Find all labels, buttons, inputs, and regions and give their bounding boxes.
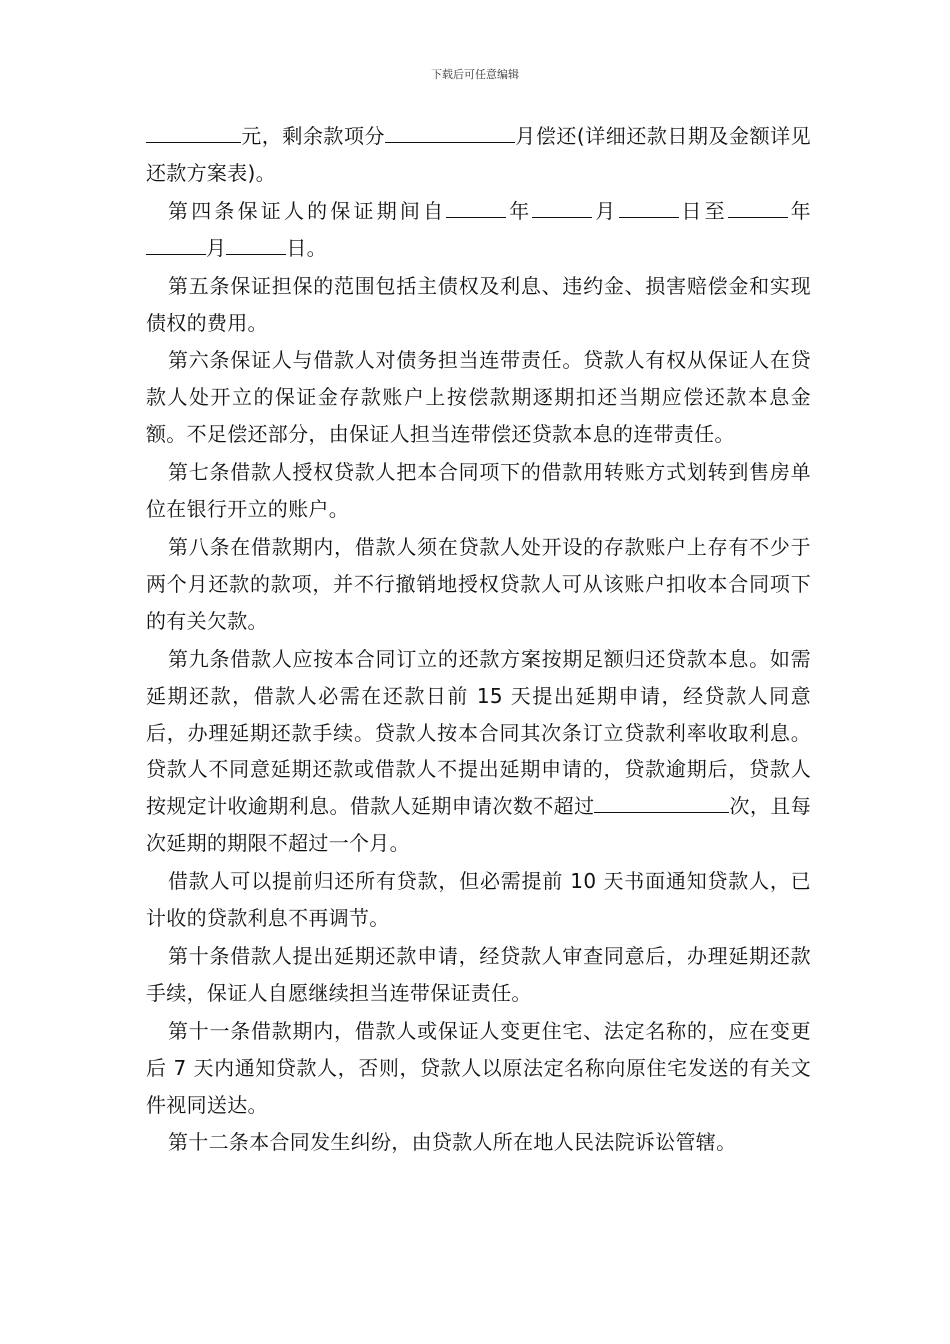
text-span: 日。 xyxy=(286,235,327,260)
paragraph-article-6: 第六条保证人与借款人对债务担当连带责任。贷款人有权从保证人在贷款人处开立的保证金存款账户上按偿款期逐期扣还当期应偿还款本息金额。不足偿还部分，由保证人担当连带偿还贷款本息的连带责任。 xyxy=(146,348,811,447)
blank-line xyxy=(146,236,206,255)
paragraph-article-5: 第五条保证担保的范围包括主债权及利息、违约金、损害赔偿金和实现债权的费用。 xyxy=(146,273,811,335)
text-span: 年 xyxy=(787,198,811,223)
document-body xyxy=(146,118,811,1162)
paragraph-article-10: 第十条借款人提出延期还款申请，经贷款人审查同意后，办理延期还款手续，保证人自愿继续担当连带保证责任。 xyxy=(146,943,811,1005)
text-span: 月偿还(详细还款日期及金额详见还款方案表)。 xyxy=(146,124,811,185)
blank-line xyxy=(619,199,679,218)
paragraph-article-12: 第十二条本合同发生纠纷，由贷款人所在地人民法院诉讼管辖。 xyxy=(168,1130,737,1155)
text-span: 日至 xyxy=(678,198,728,223)
text-span: 月 xyxy=(206,235,227,260)
blank-line xyxy=(594,794,729,813)
text-span: 元，剩余款项分 xyxy=(241,124,386,148)
text-span: 第四条保证人的保证期间自 xyxy=(168,198,447,223)
text-span: 月 xyxy=(592,198,619,223)
paragraph-repayment xyxy=(146,118,811,192)
blank-line xyxy=(385,124,515,143)
blank-line xyxy=(728,199,788,218)
paragraph-article-9 xyxy=(146,641,811,862)
page-header: 下载后可任意编辑 xyxy=(431,68,519,81)
blank-line xyxy=(226,236,286,255)
text-span: 年 xyxy=(506,198,533,223)
paragraph-article-8: 第八条在借款期内，借款人须在贷款人处开设的存款账户上存有不少于两个月还款的款项，并不行撤销地授权贷款人可从该账户扣收本合同项下的有关欠款。 xyxy=(146,534,811,633)
blank-line xyxy=(532,199,592,218)
blank-line xyxy=(146,124,241,143)
text-span: 次，且每次延期的期限不超过一个月。 xyxy=(146,794,811,856)
blank-line xyxy=(446,199,506,218)
paragraph-article-7: 第七条借款人授权贷款人把本合同项下的借款用转账方式划转到售房单位在银行开立的账户。 xyxy=(146,460,811,522)
paragraph-article-11: 第十一条借款期内，借款人或保证人变更住宅、法定名称的，应在变更后 7 天内通知贷款人，否则，贷款人以原法定名称向原住宅发送的有关文件视同送达。 xyxy=(146,1018,811,1117)
paragraph-article-4 xyxy=(146,193,811,267)
text-span: 第九条借款人应按本合同订立的还款方案按期足额归还贷款本息。如需延期还款，借款人必需在还款日前 15 天提出延期申请，经贷款人同意后，办理延期还款手续。贷款人按本合同其次条订立贷款利率收取利息。贷款人不同意延期还款或借款人不提出延期申请的，贷款逾期后，贷款人按规定计收逾期利息。借款人延期申请次数不超过 xyxy=(146,646,811,819)
paragraph-early-repayment: 借款人可以提前归还所有贷款，但必需提前 10 天书面通知贷款人，已计收的贷款利息不再调节。 xyxy=(146,869,811,931)
